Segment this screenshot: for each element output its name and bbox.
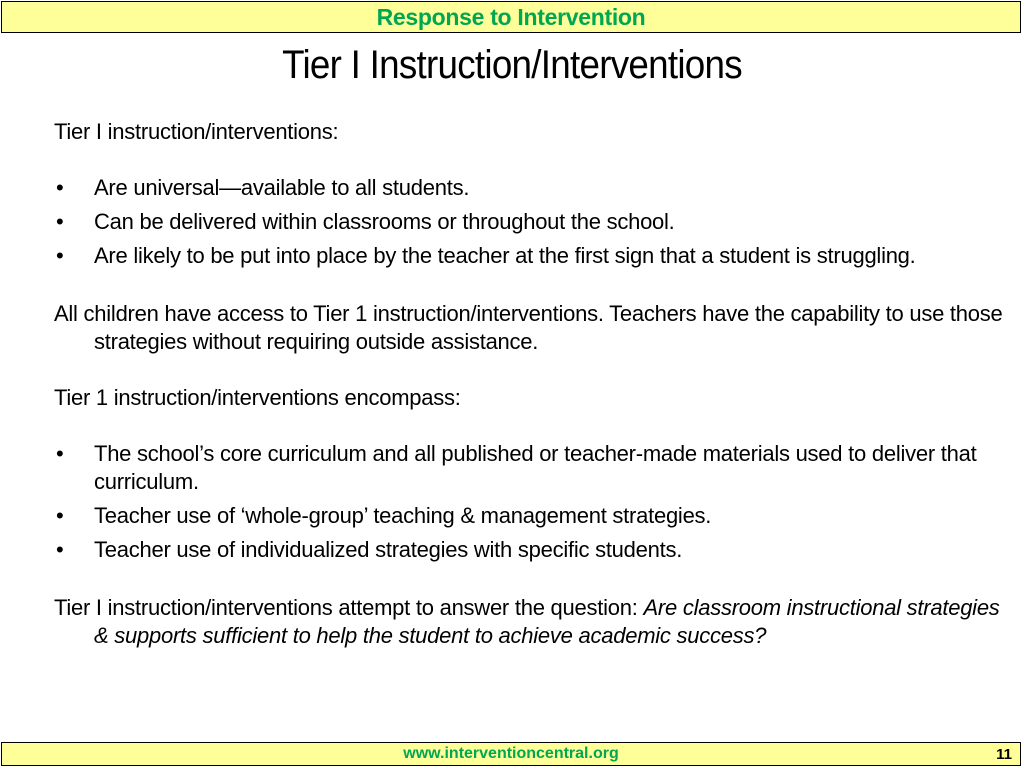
slide-body — [54, 118, 1014, 650]
question-italic: Are classroom instructional strategies & supports sufficient to help the student to achieve academic success? — [94, 595, 1000, 648]
bullet-glyph: • — [56, 503, 64, 528]
list-item-text: Teacher use of individualized strategies with specific students. — [94, 537, 683, 562]
list-item-text: The school’s core curriculum and all published or teacher-made materials used to deliver that curriculum. — [94, 441, 977, 494]
bullet-list-characteristics — [54, 174, 1014, 270]
list-item — [54, 174, 1014, 202]
list-item — [54, 536, 1014, 564]
footer-banner — [1, 742, 1021, 766]
bullet-glyph: • — [56, 441, 64, 466]
question-prefix: Tier I instruction/interventions attempt to answer the question: — [54, 595, 644, 620]
bullet-glyph: • — [56, 243, 64, 268]
list-item-text: Can be delivered within classrooms or throughout the school. — [94, 209, 675, 234]
list-item-text: Teacher use of ‘whole-group’ teaching & management strategies. — [94, 503, 712, 528]
list-item-text: Are likely to be put into place by the teacher at the first sign that a student is struggling. — [94, 243, 916, 268]
page-number: 11 — [996, 746, 1012, 763]
access-paragraph: All children have access to Tier 1 instruction/interventions. Teachers have the capability to use those strategies without requiring outside assistance. — [54, 301, 1003, 354]
bullet-glyph: • — [56, 175, 64, 200]
list-item — [54, 440, 1014, 496]
list-item-text: Are universal—available to all students. — [94, 175, 470, 200]
footer-url-link[interactable]: www.interventioncentral.org — [403, 745, 619, 762]
list-item — [54, 502, 1014, 530]
header-banner-text: Response to Intervention — [376, 3, 646, 30]
bullet-glyph: • — [56, 537, 64, 562]
encompass-text: Tier 1 instruction/interventions encompass: — [54, 385, 461, 410]
list-item — [54, 208, 1014, 236]
question-paragraph — [54, 594, 1014, 650]
intro-text: Tier I instruction/interventions: — [54, 119, 339, 144]
bullet-glyph: • — [56, 209, 64, 234]
header-banner — [1, 1, 1021, 33]
bullet-list-encompass — [54, 440, 1014, 564]
slide-title: Tier I Instruction/Interventions — [282, 43, 742, 87]
list-item — [54, 242, 1014, 270]
